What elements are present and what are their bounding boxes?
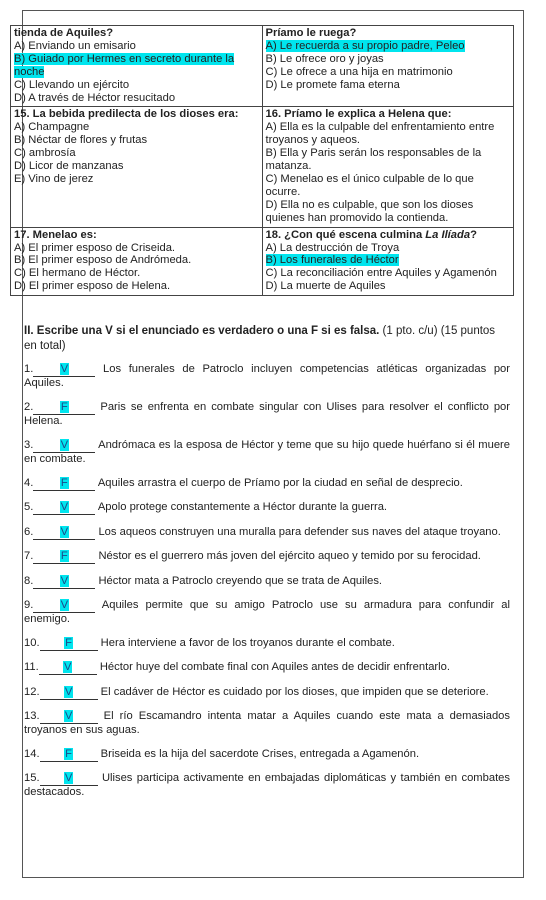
list-item bbox=[24, 599, 510, 627]
answer-value: F bbox=[60, 400, 68, 413]
list-item bbox=[24, 661, 510, 675]
question-text: 17. Menelao es: bbox=[14, 228, 97, 241]
answer-blank[interactable] bbox=[40, 637, 98, 651]
list-item bbox=[24, 748, 510, 762]
answer-value: V bbox=[60, 363, 69, 375]
answer-blank[interactable] bbox=[33, 439, 95, 453]
list-item bbox=[24, 637, 510, 651]
answer-blank[interactable] bbox=[33, 477, 95, 491]
question-text: 18. ¿Con qué escena culmina La Ilíada? bbox=[265, 228, 477, 241]
option-d: D) A través de Héctor resucitado bbox=[14, 91, 176, 104]
option-a: A) La destrucción de Troya bbox=[265, 241, 400, 254]
option-c: C) La reconciliación entre Aquiles y Agamenón bbox=[265, 267, 497, 280]
answer-value: V bbox=[60, 574, 69, 587]
item-number: 5. bbox=[24, 501, 34, 514]
option-c: C) Menelao es el único culpable de lo que ocurre. bbox=[265, 172, 474, 198]
item-number: 11. bbox=[24, 661, 39, 674]
statement-text: Los funerales de Patroclo incluyen competencias atléticas organizadas por Aquiles. bbox=[24, 363, 510, 389]
option-b: B) Ella y Paris serán los responsables de la matanza. bbox=[265, 147, 482, 173]
answer-value: V bbox=[60, 438, 69, 451]
option-b: B) Los funerales de Héctor bbox=[265, 254, 399, 267]
table-row bbox=[11, 107, 514, 227]
statement-text: Ulises participa activamente en embajadas diplomáticas y también en combates destacados. bbox=[24, 772, 510, 799]
answer-blank[interactable] bbox=[33, 575, 95, 589]
answer-blank[interactable] bbox=[33, 599, 95, 613]
option-b: B) Le ofrece oro y joyas bbox=[265, 52, 384, 65]
item-number: 10. bbox=[24, 636, 40, 649]
table-row bbox=[11, 26, 514, 107]
answer-value: F bbox=[65, 748, 72, 761]
answer-value: F bbox=[60, 476, 68, 489]
answer-value: V bbox=[64, 710, 73, 723]
option-a: A) Ella es la culpable del enfrentamiento entre troyanos y aqueos. bbox=[265, 121, 495, 147]
question-cell-17 bbox=[11, 227, 263, 296]
option-b: B) Guiado por Hermes en secreto durante la noche bbox=[14, 52, 235, 78]
answer-value: V bbox=[64, 661, 72, 674]
answer-blank[interactable] bbox=[33, 526, 95, 540]
item-number: 9. bbox=[24, 598, 34, 611]
answer-value: V bbox=[64, 772, 73, 785]
option-c: C) Llevando un ejército bbox=[14, 78, 130, 91]
list-item bbox=[24, 575, 510, 589]
list-item bbox=[24, 439, 510, 467]
answer-blank[interactable] bbox=[33, 363, 95, 377]
option-b: B) Néctar de flores y frutas bbox=[14, 134, 148, 147]
option-a: A) Le recuerda a su propio padre, Peleo bbox=[265, 39, 465, 52]
answer-blank[interactable] bbox=[33, 401, 95, 415]
answer-blank[interactable] bbox=[39, 661, 97, 675]
statement-text: Los aqueos construyen una muralla para defender sus naves del ataque troyano. bbox=[98, 525, 501, 538]
statement-text: Héctor huye del combate final con Aquiles antes de decidir enfrentarlo. bbox=[99, 661, 450, 674]
option-a: A) Champagne bbox=[14, 121, 90, 134]
item-number: 13. bbox=[24, 710, 40, 723]
item-number: 8. bbox=[24, 574, 34, 587]
statement-text: Héctor mata a Patroclo creyendo que se trata de Aquiles. bbox=[98, 574, 383, 587]
answer-blank[interactable] bbox=[40, 748, 98, 762]
answer-blank[interactable] bbox=[33, 550, 95, 564]
answer-value: V bbox=[60, 598, 69, 611]
item-number: 12. bbox=[24, 685, 40, 698]
answer-blank[interactable] bbox=[33, 501, 95, 515]
item-number: 6. bbox=[24, 525, 34, 538]
list-item bbox=[24, 550, 510, 564]
section-heading bbox=[24, 324, 510, 353]
statement-text: Hera interviene a favor de los troyanos durante el combate. bbox=[100, 636, 395, 649]
statement-text: Paris se enfrenta en combate singular con Ulises para resolver el conflicto por Helena. bbox=[24, 400, 510, 427]
question-text: tienda de Aquiles? bbox=[14, 27, 114, 39]
list-item bbox=[24, 363, 510, 391]
option-c: C) ambrosía bbox=[14, 147, 76, 160]
statement-text: Apolo protege constantemente a Héctor durante la guerra. bbox=[97, 501, 388, 514]
answer-value: V bbox=[64, 685, 73, 698]
item-number: 15. bbox=[24, 772, 40, 785]
statement-text: Aquiles permite que su amigo Patroclo use su armadura para confundir al enemigo. bbox=[24, 598, 510, 625]
option-e: E) Vino de jerez bbox=[14, 172, 94, 185]
answer-value: V bbox=[60, 525, 69, 538]
item-number: 14. bbox=[24, 748, 40, 761]
list-item bbox=[24, 526, 510, 540]
option-a: A) El primer esposo de Criseida. bbox=[14, 241, 176, 254]
option-d: D) El primer esposo de Helena. bbox=[14, 280, 171, 293]
statement-text: Briseida es la hija del sacerdote Crises, entregada a Agamenón. bbox=[100, 748, 420, 761]
item-number: 7. bbox=[24, 550, 34, 563]
true-false-list bbox=[24, 363, 510, 810]
question-cell-15 bbox=[11, 107, 263, 227]
answer-blank[interactable] bbox=[40, 772, 98, 786]
multiple-choice-table bbox=[10, 25, 514, 296]
question-text: 15. La bebida predilecta de los dioses era: bbox=[14, 108, 239, 121]
statement-text: Néstor es el guerrero más joven del ejército aqueo y temido por su ferocidad. bbox=[98, 550, 481, 563]
answer-blank[interactable] bbox=[40, 710, 98, 724]
question-cell-14 bbox=[262, 26, 514, 107]
list-item bbox=[24, 401, 510, 429]
statement-text: Aquiles arrastra el cuerpo de Príamo por la ciudad en señal de desprecio. bbox=[97, 476, 463, 489]
list-item bbox=[24, 710, 510, 738]
answer-value: F bbox=[65, 636, 72, 649]
list-item bbox=[24, 686, 510, 700]
statement-text: El cadáver de Héctor es cuidado por los dioses, que impiden que se deteriore. bbox=[100, 685, 489, 698]
table-row bbox=[11, 227, 514, 296]
statement-text: El río Escamandro intenta matar a Aquiles cuando este mata a demasiados troyanos en sus aguas. bbox=[24, 710, 511, 737]
question-text: Príamo le ruega? bbox=[265, 27, 357, 39]
option-d: D) Licor de manzanas bbox=[14, 160, 124, 173]
option-d: D) Ella no es culpable, que son los dioses quienes han promovido la contienda. bbox=[265, 198, 474, 224]
question-cell-16 bbox=[262, 107, 514, 227]
list-item bbox=[24, 477, 510, 491]
option-b: B) El primer esposo de Andrómeda. bbox=[14, 254, 192, 267]
item-number: 1. bbox=[24, 363, 34, 375]
answer-value: F bbox=[60, 550, 68, 563]
option-a: A) Enviando un emisario bbox=[14, 39, 136, 52]
option-c: C) El hermano de Héctor. bbox=[14, 267, 141, 280]
answer-value: V bbox=[60, 501, 69, 514]
list-item bbox=[24, 501, 510, 515]
answer-blank[interactable] bbox=[40, 686, 98, 700]
question-text: 16. Príamo le explica a Helena que: bbox=[265, 108, 452, 121]
list-item bbox=[24, 772, 510, 800]
option-c: C) Le ofrece a una hija en matrimonio bbox=[265, 65, 453, 78]
question-cell-18 bbox=[262, 227, 514, 296]
option-d: D) La muerte de Aquiles bbox=[265, 280, 386, 293]
question-cell-13 bbox=[11, 26, 263, 107]
item-number: 4. bbox=[24, 476, 34, 489]
option-d: D) Le promete fama eterna bbox=[265, 78, 400, 91]
item-number: 3. bbox=[24, 438, 34, 451]
statement-text: Andrómaca es la esposa de Héctor y teme que su hijo quede huérfano si él muere en combate. bbox=[24, 438, 510, 465]
section-title: II. Escribe una V si el enunciado es verdadero o una F si es falsa. bbox=[24, 325, 380, 337]
item-number: 2. bbox=[24, 400, 34, 413]
section-points: (1 pto. c/u) (15 puntos en total) bbox=[24, 325, 496, 352]
